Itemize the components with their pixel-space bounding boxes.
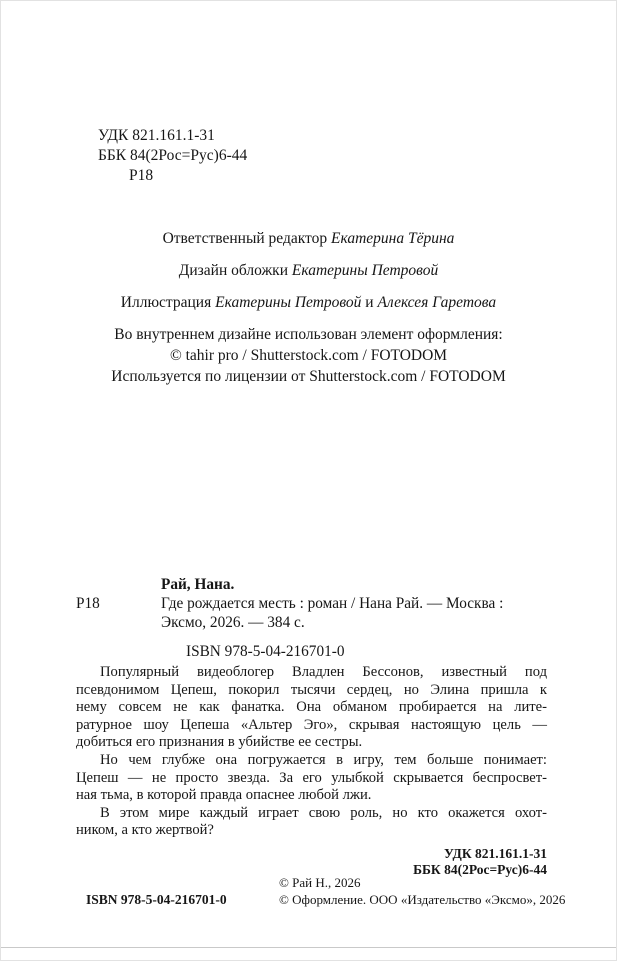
catalog-title-line-1: Где рождается месть : роман / Нана Рай. — Москва :: [161, 595, 504, 612]
design-element-note: Во внутреннем дизайне использован элемент оформления:: [114, 326, 503, 343]
catalog-isbn: ISBN 978-5-04-216701-0: [186, 643, 345, 660]
catalog-title-line-2: Эксмо, 2026. — 384 с.: [161, 614, 305, 631]
illustration-credit: [1, 292, 616, 313]
footer-row-2: [76, 891, 566, 908]
annotation-paragraph-1: [76, 664, 547, 752]
annotation-line: ратурное шоу Цепеша «Альтер Эго», скрывая настоящую цель —: [76, 716, 547, 733]
footer-isbn: ISBN 978-5-04-216701-0: [86, 892, 227, 907]
annotation-line: добиться его признания в убийстве ее сестры.: [76, 734, 363, 751]
annotation-line: нему совсем не как фанатка. Она обманом пробирается на лите-: [76, 699, 547, 716]
credits-block: [1, 228, 616, 387]
annotation: [76, 664, 547, 840]
annotation-line: псевдонимом Цепеш, покорил тысячи сердец, но Элина пришла к: [76, 681, 547, 698]
design-element-copyright: © tahir pro / Shutterstock.com / FOTODOM: [169, 347, 448, 364]
author-sign-code: Р18: [129, 167, 154, 184]
annotation-paragraph-2: [76, 752, 547, 805]
editor-credit-label: Ответственный редактор: [162, 230, 328, 247]
cover-design-credit: [1, 260, 616, 281]
design-element-license: Используется по лицензии от Shutterstock.com / FOTODOM: [111, 368, 506, 385]
top-codes-block: [98, 126, 247, 186]
footer-row-1: [76, 874, 547, 891]
cover-designer-name: Екатерины Петровой: [291, 262, 439, 279]
illustration-credit-label: Иллюстрация: [120, 294, 212, 311]
editor-name: Екатерина Тёрина: [331, 230, 455, 247]
bbk-code: ББК 84(2Рос=Рус)6-44: [98, 147, 248, 164]
illustrator-name-1: Екатерины Петровой: [215, 294, 362, 311]
annotation-paragraph-3: [76, 805, 547, 840]
bbk-code-right: ББК 84(2Рос=Рус)6-44: [413, 861, 547, 877]
illustration-and: и: [365, 294, 374, 311]
catalog-author-sign: Р18: [76, 595, 100, 612]
editor-credit: [1, 228, 616, 249]
annotation-line: В этом мире каждый играет свою роль, но кто окажется охот-: [100, 804, 547, 821]
copyright-publisher: © Оформление. ООО «Издательство «Эксмо», 2026: [279, 892, 566, 907]
bottom-rule: [1, 947, 616, 948]
udk-code: УДК 821.161.1-31: [98, 127, 215, 144]
udk-code-right: УДК 821.161.1-31: [444, 845, 547, 861]
copyright-author: © Рай Н., 2026: [279, 875, 361, 890]
annotation-line: Популярный видеоблогер Владлен Бессонов, известный под: [100, 664, 547, 680]
annotation-line: ником, а кто жертвой?: [76, 822, 214, 839]
annotation-line: Цепеш — не просто звезда. За его улыбкой скрывается беспросвет-: [76, 769, 547, 786]
illustrator-name-2: Алексея Гаретова: [377, 294, 497, 311]
annotation-line: ная тьма, в которой правда опаснее любой лжи.: [76, 787, 372, 804]
footer-block: [76, 874, 566, 908]
catalog-card: [76, 575, 547, 878]
catalog-author: Рай, Нана.: [161, 576, 235, 593]
catalog-title-row: [76, 594, 547, 613]
annotation-line: Но чем глубже она погружается в игру, тем больше понимает:: [100, 751, 547, 768]
cover-credit-label: Дизайн обложки: [178, 262, 289, 279]
